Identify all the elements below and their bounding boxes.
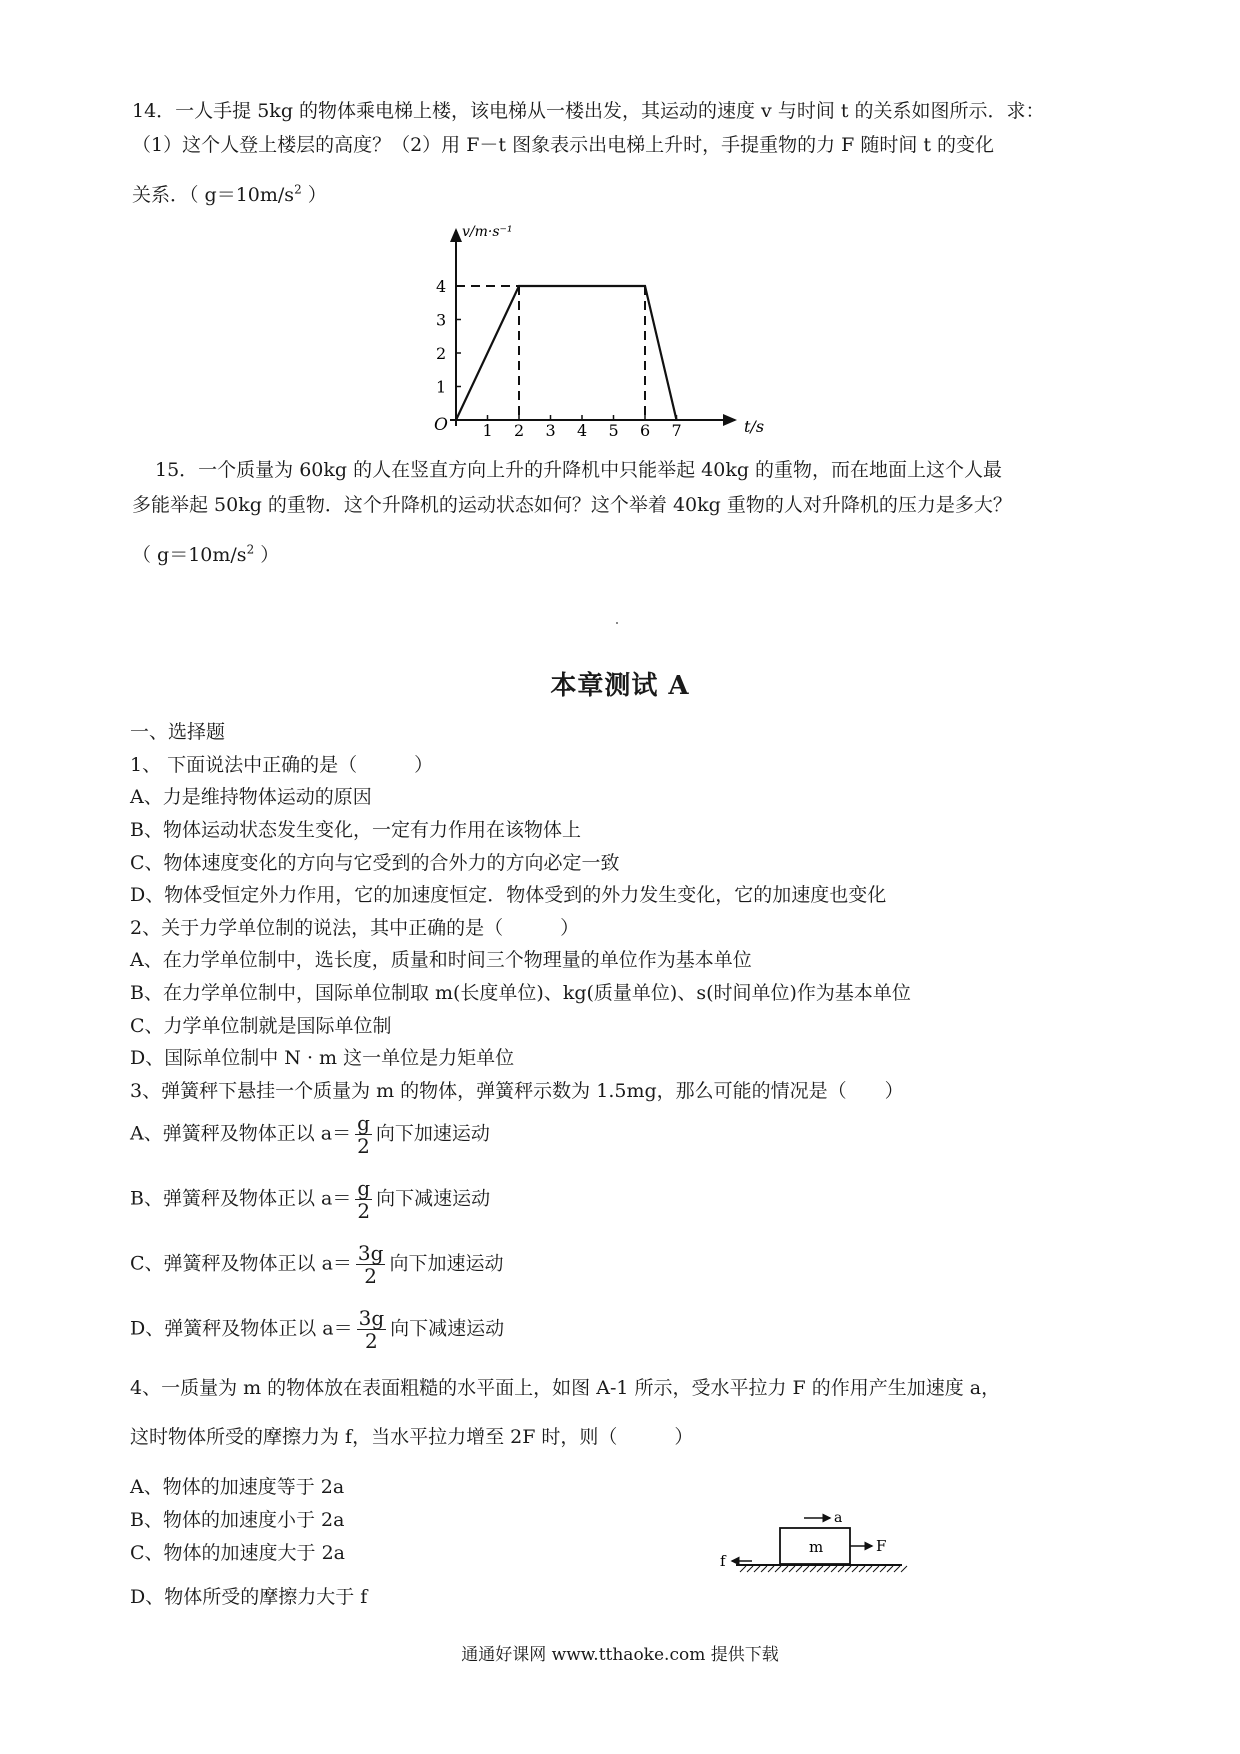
- problem14-line2: （1）这个人登上楼层的高度？（2）用 F－t 图象表示出电梯上升时，手提重物的力 F 随时间 t 的变化: [132, 134, 995, 156]
- q4-option-c: C、物体的加速度大于 2a: [130, 1542, 345, 1564]
- hatch-stroke: [873, 1566, 879, 1572]
- q3-d-denominator: 2: [365, 1329, 378, 1353]
- y-axis-label: v/m·s⁻¹: [462, 224, 513, 240]
- q3-stem: 3、弹簧秤下悬挂一个质量为 m 的物体，弹簧秤示数为 1.5mg，那么可能的情况是（ ）: [130, 1080, 904, 1102]
- hatch-stroke: [887, 1566, 893, 1572]
- q2-option-a: A、在力学单位制中，选长度，质量和时间三个物理量的单位作为基本单位: [130, 949, 752, 971]
- q3-option-d: [130, 1307, 504, 1352]
- x-tick-label-1: 1: [482, 421, 493, 437]
- hatch-stroke: [894, 1566, 900, 1572]
- q2-option-b: B、在力学单位制中，国际单位制取 m(长度单位)、kg(质量单位)、s(时间单位)作为基本单位: [130, 982, 911, 1004]
- q1-stem: 1、 下面说法中正确的是（ ）: [130, 754, 434, 776]
- q3-c-prefix: C、弹簧秤及物体正以 a＝: [130, 1252, 352, 1275]
- velocity-time-chart: [420, 222, 790, 437]
- q4-option-b: B、物体的加速度小于 2a: [130, 1509, 345, 1531]
- x-tick-label-4: 4: [577, 421, 588, 437]
- q3-a-fraction: [355, 1112, 372, 1157]
- q3-b-fraction: [355, 1177, 372, 1222]
- problem15-line3: [132, 540, 279, 567]
- hatch-stroke: [796, 1566, 802, 1572]
- q4-option-a: A、物体的加速度等于 2a: [130, 1476, 345, 1498]
- problem14-line1: 14．一人手提 5kg 的物体乘电梯上楼，该电梯从一楼出发，其运动的速度 v 与时间 t 的关系如图所示．求：: [132, 100, 1045, 122]
- velocity-series-line: [456, 286, 677, 420]
- problem15-line3-end: ）: [254, 544, 280, 566]
- q3-d-suffix: 向下减速运动: [390, 1317, 505, 1340]
- x-tick-label-6: 6: [640, 421, 651, 437]
- problem15-line1: 15．一个质量为 60kg 的人在竖直方向上升的升降机中只能举起 40kg 的重物，而在地面上这个人最: [155, 459, 1003, 481]
- q3-d-prefix: D、弹簧秤及物体正以 a＝: [130, 1317, 353, 1340]
- accel-label: a: [834, 1510, 843, 1526]
- section-title: 本章测试 A: [550, 671, 690, 701]
- force-label: F: [876, 1537, 887, 1555]
- hatch-stroke: [803, 1566, 809, 1572]
- q3-c-numerator: 3g: [357, 1241, 384, 1265]
- hatch-stroke: [866, 1566, 872, 1572]
- y-tick-label-3: 3: [436, 310, 447, 330]
- hatch-stroke: [901, 1566, 907, 1572]
- q3-a-suffix: 向下加速运动: [375, 1122, 490, 1145]
- x-tick-label-5: 5: [608, 421, 619, 437]
- q3-a-prefix: A、弹簧秤及物体正以 a＝: [130, 1122, 352, 1145]
- y-tick-label-2: 2: [436, 344, 447, 363]
- footer-text: 通通好课网 www.tthaoke.com 提供下载: [461, 1645, 779, 1665]
- hatch-stroke: [859, 1566, 865, 1572]
- hatch-stroke: [852, 1566, 858, 1572]
- q3-a-denominator: 2: [357, 1134, 370, 1158]
- hatch-stroke: [845, 1566, 851, 1572]
- q4-option-d: D、物体所受的摩擦力大于 f: [130, 1586, 368, 1608]
- friction-label: f: [720, 1552, 726, 1570]
- q3-b-prefix: B、弹簧秤及物体正以 a＝: [130, 1187, 352, 1210]
- hatch-stroke: [838, 1566, 844, 1572]
- q3-option-a: [130, 1112, 490, 1157]
- q1-option-d: D、物体受恒定外力作用，它的加速度恒定．物体受到的外力发生变化，它的加速度也变化: [130, 884, 887, 906]
- problem15-line2: 多能举起 50kg 的重物．这个升降机的运动状态如何？这个举着 40kg 重物的人对升降机的压力是多大？: [132, 494, 1012, 516]
- hatch-stroke: [775, 1566, 781, 1572]
- ground-hatching: [740, 1566, 907, 1572]
- section-heading: 一、选择题: [130, 721, 226, 743]
- hatch-stroke: [831, 1566, 837, 1572]
- hatch-stroke: [754, 1566, 760, 1572]
- q3-option-c: [130, 1242, 503, 1287]
- problem15-line3-sup: 2: [246, 542, 255, 557]
- hatch-stroke: [880, 1566, 886, 1572]
- q3-d-fraction: [357, 1307, 387, 1352]
- stray-dot: [616, 622, 618, 624]
- problem14-line3: [132, 180, 327, 207]
- q3-c-suffix: 向下加速运动: [389, 1252, 504, 1275]
- hatch-stroke: [782, 1566, 788, 1572]
- q1-option-c: C、物体速度变化的方向与它受到的合外力的方向必定一致: [130, 852, 620, 874]
- q2-option-d: D、国际单位制中 N · m 这一单位是力矩单位: [130, 1047, 515, 1069]
- x-tick-label-3: 3: [545, 421, 556, 437]
- y-tick-label-4: 4: [436, 277, 447, 296]
- x-axis-label: t/s: [744, 417, 765, 436]
- hatch-stroke: [740, 1566, 746, 1572]
- hatch-stroke: [817, 1566, 823, 1572]
- problem14-line3-text: 关系．（ g＝10m/s: [132, 184, 295, 206]
- q1-option-b: B、物体运动状态发生变化，一定有力作用在该物体上: [130, 819, 581, 841]
- hatch-stroke: [824, 1566, 830, 1572]
- q3-a-numerator: g: [357, 1111, 370, 1135]
- q2-option-c: C、力学单位制就是国际单位制: [130, 1015, 392, 1037]
- q3-c-denominator: 2: [364, 1264, 378, 1288]
- q3-c-fraction: [356, 1242, 386, 1287]
- hatch-stroke: [810, 1566, 816, 1572]
- x-tick-label-2: 2: [514, 421, 525, 437]
- q1-option-a: A、力是维持物体运动的原因: [130, 786, 372, 808]
- q4-stem-line1: 4、一质量为 m 的物体放在表面粗糙的水平面上，如图 A-1 所示，受水平拉力 F 的作用产生加速度 a，: [130, 1377, 1001, 1399]
- problem14-line3-end: ）: [301, 184, 327, 206]
- hatch-stroke: [768, 1566, 774, 1572]
- q3-option-b: [130, 1177, 490, 1222]
- hatch-stroke: [761, 1566, 767, 1572]
- block-label: m: [809, 1538, 824, 1556]
- hatch-stroke: [747, 1566, 753, 1572]
- q3-b-denominator: 2: [357, 1199, 371, 1223]
- q2-stem: 2、关于力学单位制的说法，其中正确的是（ ）: [130, 917, 580, 939]
- problem15-line3-text: （ g＝10m/s: [132, 544, 247, 566]
- y-tick-label-1: 1: [436, 377, 447, 397]
- x-tick-label-7: 7: [671, 421, 682, 437]
- hatch-stroke: [789, 1566, 795, 1572]
- q4-stem-line2: 这时物体所受的摩擦力为 f，当水平拉力增至 2F 时，则（ ）: [130, 1426, 694, 1448]
- problem14-line3-sup: 2: [294, 182, 302, 197]
- q3-b-numerator: g: [357, 1176, 371, 1200]
- q3-b-suffix: 向下减速运动: [376, 1187, 491, 1210]
- q3-d-numerator: 3g: [358, 1306, 385, 1330]
- block-force-diagram: [712, 1500, 922, 1580]
- origin-label: O: [434, 415, 448, 435]
